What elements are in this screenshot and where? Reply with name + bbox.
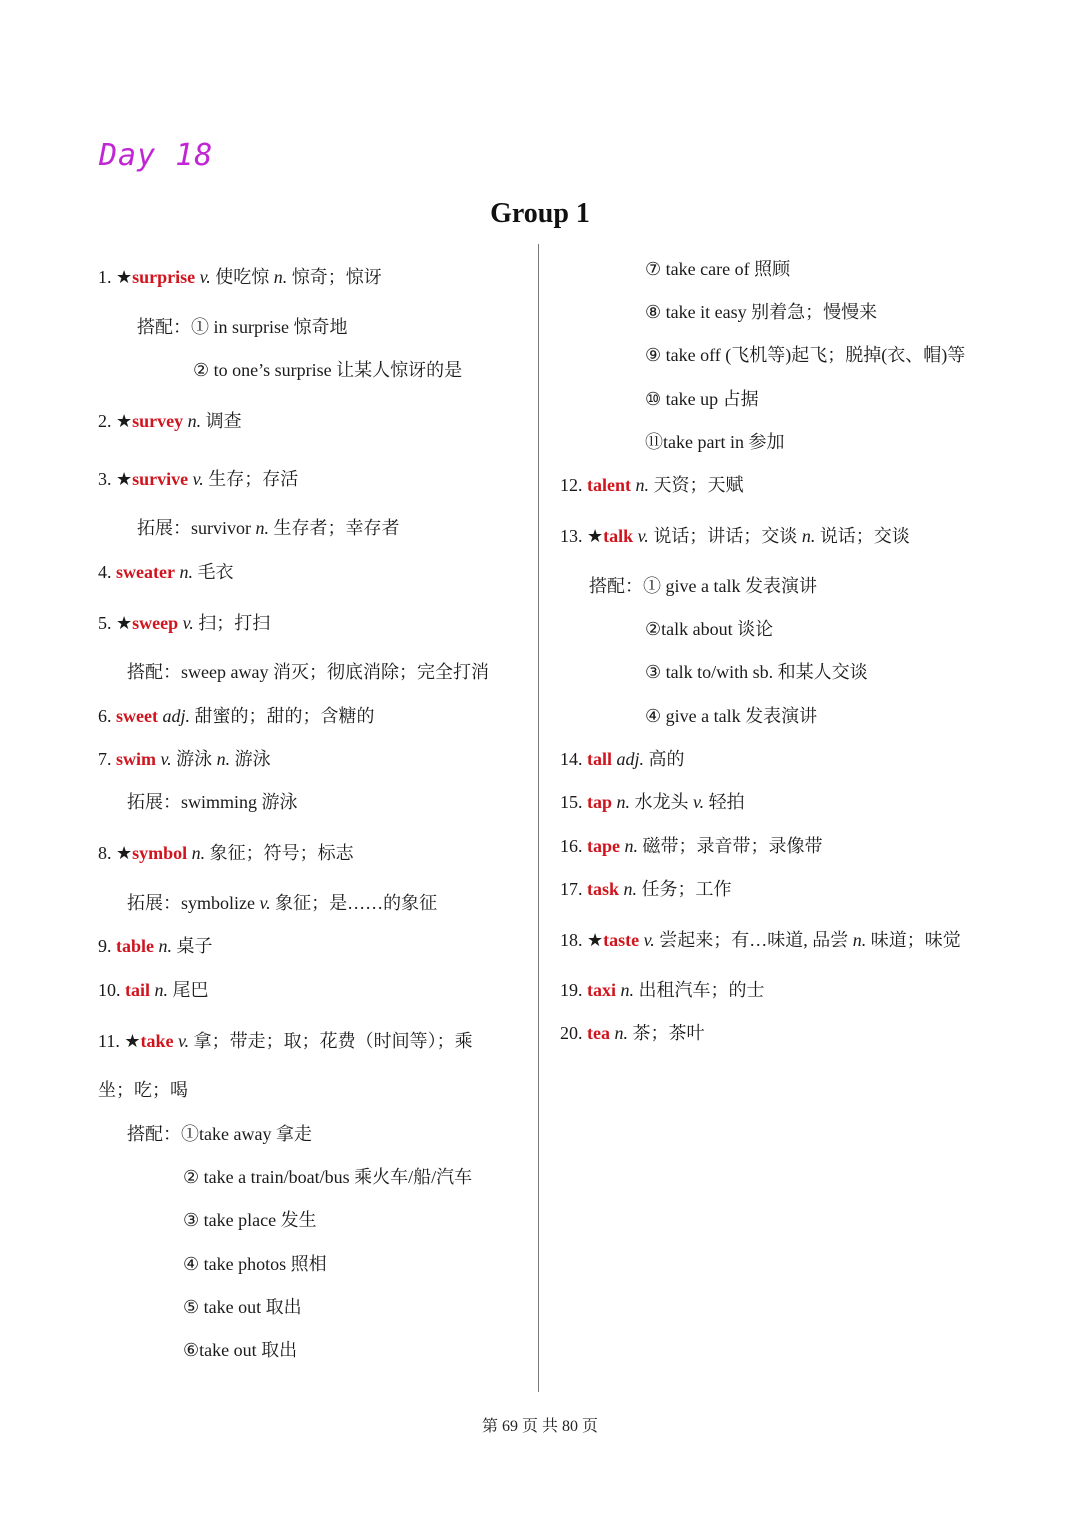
group-title: Group 1	[490, 198, 590, 229]
section-label: 搭配：	[127, 662, 181, 682]
part-of-speech: v.	[177, 1031, 190, 1051]
vocab-subline	[98, 1078, 188, 1102]
definition: 调查	[205, 411, 242, 431]
definition: 拿；带走；取；花费（时间等）；乘	[193, 1031, 473, 1051]
phrase-text: ④ give a talk 发表演讲	[645, 706, 818, 726]
entry-number: 17.	[560, 879, 583, 899]
vocab-subline	[127, 790, 298, 814]
star-icon: ★	[116, 411, 133, 431]
vocab-subline	[183, 1252, 327, 1276]
definition: 桌子	[176, 936, 213, 956]
phrase-text: ②talk about 谈论	[645, 619, 774, 639]
part-of-speech: n.	[179, 562, 193, 582]
part-of-speech: v.	[160, 749, 172, 769]
day-title: Day 18	[99, 138, 214, 173]
vocab-subline	[645, 300, 877, 324]
vocab-word: symbol	[132, 843, 188, 863]
vocab-word: table	[116, 936, 154, 956]
entry-number: 3.	[98, 469, 112, 489]
definition: 毛衣	[197, 562, 234, 582]
part-of-speech: n.	[216, 749, 231, 769]
part-of-speech: n.	[273, 267, 288, 287]
entry-number: 13.	[560, 526, 583, 546]
phrase-text: sweep away 消灭；彻底消除；完全打消	[181, 662, 489, 682]
vocab-word: sweater	[116, 562, 175, 582]
part-of-speech: v.	[693, 792, 705, 812]
part-of-speech: v.	[259, 893, 271, 913]
star-icon: ★	[587, 526, 604, 546]
vocab-word: tall	[587, 749, 612, 769]
vocab-entry	[560, 747, 685, 771]
phrase-text: ⑧ take it easy 别着急；慢慢来	[645, 302, 878, 322]
part-of-speech: v.	[192, 469, 204, 489]
entry-number: 6.	[98, 706, 112, 726]
section-label: 拓展：	[127, 792, 181, 812]
phrase-text: ⑨ take off (飞机等)起飞；脱掉(衣、帽)等	[645, 345, 966, 365]
star-icon: ★	[587, 930, 604, 950]
vocab-word: swim	[116, 749, 156, 769]
vocab-entry	[98, 841, 354, 865]
part-of-speech: n.	[624, 836, 638, 856]
vocab-word: take	[140, 1031, 174, 1051]
vocab-entry	[98, 704, 375, 728]
part-of-speech: n.	[620, 980, 634, 1000]
vocab-subline	[193, 358, 462, 382]
definition: 游泳	[234, 749, 271, 769]
phrase-text: ④ take photos 照相	[183, 1254, 327, 1274]
definition: 尾巴	[172, 980, 209, 1000]
vocab-subline	[589, 574, 817, 598]
part-of-speech: v.	[643, 930, 655, 950]
entry-number: 2.	[98, 411, 112, 431]
phrase-text: ③ take place 发生	[183, 1210, 317, 1230]
definition: 生存者；幸存者	[273, 518, 400, 538]
vocab-word: survive	[132, 469, 189, 489]
phrase-text: ⑥take out 取出	[183, 1340, 298, 1360]
entry-number: 20.	[560, 1023, 583, 1043]
definition: 甜蜜的；甜的；含糖的	[194, 706, 375, 726]
vocab-subline	[183, 1295, 302, 1319]
definition: 茶；茶叶	[632, 1023, 705, 1043]
part-of-speech: n.	[187, 411, 202, 431]
definition: 天资；天赋	[653, 475, 744, 495]
section-label: 搭配：	[137, 317, 191, 337]
vocab-subline	[137, 315, 348, 339]
entry-number: 19.	[560, 980, 583, 1000]
definition: 味道；味觉	[870, 930, 961, 950]
definition: 尝起来；有…味道, 品尝	[659, 930, 849, 950]
part-of-speech: v.	[199, 267, 211, 287]
vocab-subline	[645, 387, 759, 411]
phrase-text: ① give a talk 发表演讲	[643, 576, 817, 596]
vocab-word: taste	[603, 930, 640, 950]
definition: 任务；工作	[641, 879, 732, 899]
vocab-subline	[645, 343, 965, 367]
vocab-subline	[645, 617, 773, 641]
vocab-word: tap	[587, 792, 613, 812]
vocab-subline	[127, 1122, 312, 1146]
part-of-speech: n.	[255, 518, 269, 538]
part-of-speech: n.	[158, 936, 172, 956]
vocab-word: talk	[603, 526, 634, 546]
definition: 说话；交谈	[819, 526, 910, 546]
section-label: 搭配：	[589, 576, 643, 596]
section-label: 拓展：	[127, 893, 181, 913]
part-of-speech: adj.	[162, 706, 190, 726]
vocab-word: survey	[132, 411, 184, 431]
entry-number: 15.	[560, 792, 583, 812]
definition: 象征；符号；标志	[209, 843, 354, 863]
part-of-speech: n.	[616, 792, 631, 812]
part-of-speech: v.	[637, 526, 649, 546]
entry-number: 1.	[98, 267, 112, 287]
vocab-subline	[645, 257, 790, 281]
vocab-word: task	[587, 879, 620, 899]
star-icon: ★	[116, 843, 133, 863]
vocab-word: tail	[125, 980, 150, 1000]
definition: 水龙头	[634, 792, 689, 812]
column-divider	[538, 244, 539, 1392]
definition: 象征；是……的象征	[275, 893, 438, 913]
phrase-text: survivor	[191, 518, 251, 538]
part-of-speech: n.	[852, 930, 867, 950]
definition: 轻拍	[708, 792, 745, 812]
vocab-subline	[127, 891, 437, 915]
definition: 说话；讲话；交谈	[653, 526, 798, 546]
vocab-entry	[98, 409, 242, 433]
vocab-subline	[645, 430, 784, 454]
section-label: 拓展：	[137, 518, 191, 538]
vocab-entry	[98, 265, 382, 289]
part-of-speech: n.	[154, 980, 168, 1000]
vocab-subline	[183, 1338, 297, 1362]
definition: 出租汽车；的士	[638, 980, 765, 1000]
definition: 生存；存活	[208, 469, 299, 489]
definition: 磁带；录音带；录像带	[642, 836, 823, 856]
phrase-text: 坐；吃；喝	[98, 1080, 188, 1100]
entry-number: 16.	[560, 836, 583, 856]
vocab-entry	[98, 747, 271, 771]
part-of-speech: n.	[801, 526, 816, 546]
definition: 惊奇；惊讶	[291, 267, 382, 287]
entry-number: 10.	[98, 980, 121, 1000]
star-icon: ★	[116, 469, 133, 489]
entry-number: 12.	[560, 475, 583, 495]
phrase-text: ① in surprise 惊奇地	[191, 317, 348, 337]
phrase-text: swimming 游泳	[181, 792, 298, 812]
vocab-entry	[560, 928, 961, 952]
vocab-entry	[98, 611, 270, 635]
vocab-word: talent	[587, 475, 631, 495]
page-footer: 第 69 页 共 80 页	[481, 1418, 598, 1435]
entry-number: 9.	[98, 936, 112, 956]
definition: 高的	[648, 749, 685, 769]
part-of-speech: n.	[191, 843, 206, 863]
vocab-word: tea	[587, 1023, 610, 1043]
vocab-subline	[183, 1165, 472, 1189]
phrase-text: symbolize	[181, 893, 255, 913]
entry-number: 7.	[98, 749, 112, 769]
section-label: 搭配：	[127, 1124, 181, 1144]
vocab-entry	[560, 524, 910, 548]
phrase-text: ② take a train/boat/bus 乘火车/船/汽车	[183, 1167, 473, 1187]
phrase-text: ⑩ take up 占据	[645, 389, 759, 409]
vocab-word: sweet	[116, 706, 158, 726]
vocab-entry	[98, 1029, 473, 1053]
vocab-entry	[98, 934, 213, 958]
vocab-word: surprise	[132, 267, 196, 287]
entry-number: 4.	[98, 562, 112, 582]
vocab-entry	[98, 978, 209, 1002]
vocab-entry	[98, 560, 233, 584]
star-icon: ★	[116, 267, 133, 287]
phrase-text: ⑤ take out 取出	[183, 1297, 302, 1317]
entry-number: 18.	[560, 930, 583, 950]
vocab-subline	[645, 704, 817, 728]
phrase-text: ①take away 拿走	[181, 1124, 312, 1144]
vocab-word: taxi	[587, 980, 616, 1000]
vocab-subline	[183, 1208, 317, 1232]
vocab-subline	[127, 660, 489, 684]
part-of-speech: v.	[182, 613, 194, 633]
vocab-subline	[645, 660, 868, 684]
vocab-subline	[137, 516, 400, 540]
definition: 扫；打扫	[198, 613, 271, 633]
vocab-entry	[560, 473, 744, 497]
vocab-entry	[560, 834, 823, 858]
phrase-text: ③ talk to/with sb. 和某人交谈	[645, 662, 868, 682]
phrase-text: ⑪take part in 参加	[645, 432, 785, 452]
part-of-speech: n.	[623, 879, 638, 899]
vocab-word: tape	[587, 836, 620, 856]
vocab-entry	[560, 1021, 704, 1045]
entry-number: 14.	[560, 749, 583, 769]
vocab-entry	[560, 790, 745, 814]
part-of-speech: n.	[614, 1023, 628, 1043]
entry-number: 5.	[98, 613, 112, 633]
part-of-speech: n.	[635, 475, 649, 495]
vocab-word: sweep	[132, 613, 179, 633]
part-of-speech: adj.	[616, 749, 645, 769]
star-icon: ★	[124, 1031, 141, 1051]
vocab-entry	[560, 877, 732, 901]
entry-number: 8.	[98, 843, 112, 863]
definition: 游泳	[176, 749, 213, 769]
entry-number: 11.	[98, 1031, 120, 1051]
vocab-entry	[98, 467, 298, 491]
definition: 使吃惊	[215, 267, 270, 287]
phrase-text: ② to one’s surprise 让某人惊讶的是	[193, 360, 463, 380]
vocab-entry	[560, 978, 765, 1002]
phrase-text: ⑦ take care of 照顾	[645, 259, 791, 279]
star-icon: ★	[116, 613, 133, 633]
